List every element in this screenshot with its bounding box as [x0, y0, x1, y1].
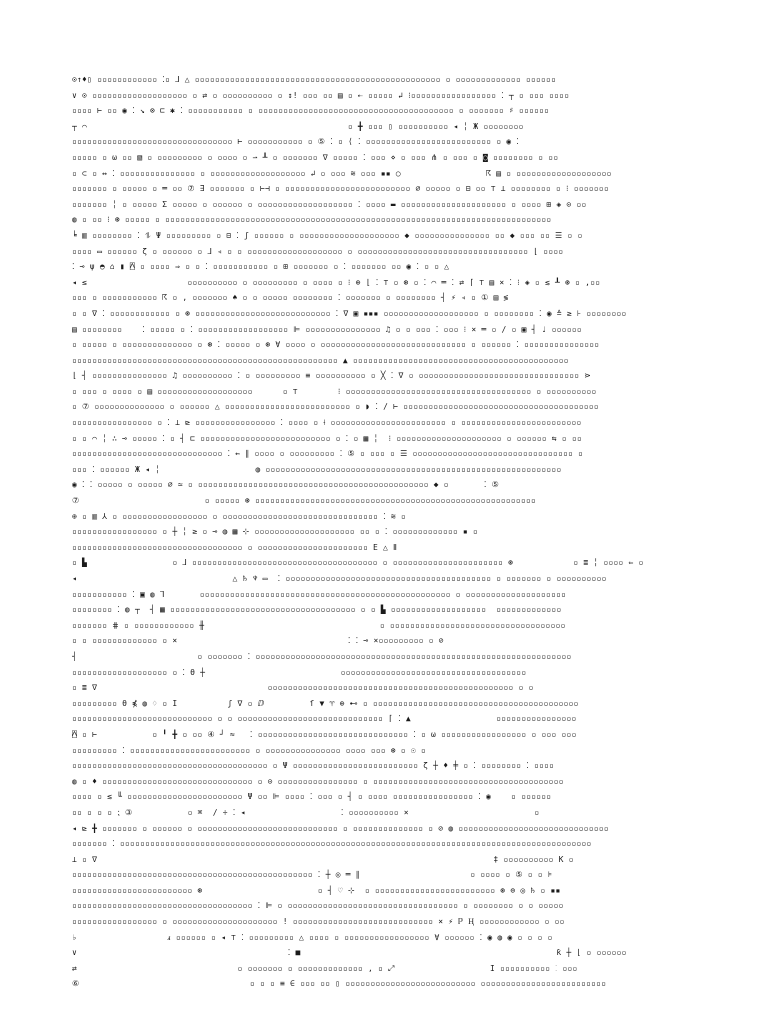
text-line: ▫▫▫▫▫▫▫▫▫▫▫▫▫▫▫▫▫▫▫▫▫▫▫▫▫▫▫▫▫▫▫▫▫▫▫▫▫▫▫ ▫ Ψ ▫▫▫▫▫▫▫▫▫▫▫▫▫▫▫▫▫▫▫▫▫▫▫▫▫ ζ ┼ ♦ ╪ ▫ ⁚ ▫▫▫▫▫▫▫▫ ⁚ ▫▫▫▫ [72, 761, 555, 771]
text-line: ▤ ▫▫▫▫▫▫▫▫ ⁚ ▫▫▫▫▫ ▫ ⁚ ▫▫▫▫▫▫▫▫▫▫▫▫▫▫▫▫▫▫ ⊫ ▫▫▫▫▫▫▫▫▫▫▫▫▫▫▫ ♫ ▫ ▫ ▫▫▫ ⁚ ▫▫▫ ⁝ × ═ ▫ ∕ ▫ ▣ ┤ ♩ ▫▫▫▫▫▫ [72, 324, 582, 334]
text-line: ⍓ ▫ ⊢ ▫ ╹ ╋ ▫ ▫▫ ④ ┘ ≈ ⁚ ▫▫▫▫▫▫▫▫▫▫▫▫▫▫▫▫▫▫▫▫▫▫▫▫▫▫▫▫▫▫ ⁚ ▫ ω ▫▫▫▫▫▫▫▫▫▫▫▫▫▫▫▫▫ ▫ ▫▫▫ ▫▫▫ [72, 729, 577, 739]
text-line: ▫▫▫▫▫ ▫ ω ▫▫ ▧ ▫ ▫▫▫▫▫▫▫▫▫ ▫ ▫▫▫▫ ▫ ⇀ ┸ ▫ ▫▫▫▫▫▫▫ ∇ ▫▫▫▫▫ ⁚ ▫▫▫ ⋄ ▫ ▫▫▫ ⋔ ▫ ▫▫▫ ▫ ◙ ▫▫▫▫▫▫▫▫ ▫ ▫▫ [72, 152, 559, 162]
text-line: ⊥ ▫ ∇ ‡ ▫▫▫▫▫▫▫▫▫▫ K ▫ [72, 854, 574, 864]
text-line: ▫▫▫▫▫▫▫▫▫▫▫▫▫▫▫▫▫▫▫▫▫▫▫▫▫▫▫▫ ▫ ▫ ▫▫▫▫▫▫▫▫▫▫▫▫▫▫▫▫▫▫▫▫▫▫▫▫▫▫▫▫▫ ⌈ ⁚ ▲ ▫▫▫▫▫▫▫▫▫▫▫▫▫▫▫▫ [72, 714, 577, 724]
text-line: ▫▫▫▫▫▫▫ ▫ ▫▫▫▫▫ ▫ ═ ▫▫ ⑦ ∃ ▫▫▫▫▫▫▫ ▫ ⊢⊣ ▫ ▫▫▫▫▫▫▫▫▫▫▫▫▫▫▫▫▫▫▫▫▫▫▫▫▫ ∅ ▫▫▫▫▫ ▫ ⊟ ▫▫ ⊤ ⊥ ▫▫▫▫▫▫▫▫ ▫ ⁝ ▫▫▫▫▫▫▫ [72, 184, 609, 194]
text-line: ▫▫▫▫▫▫▫▫▫ θ ⋠ ◍ ♢ ▫ I ʃ ∇ ▫ ⅅ ſ ▼ ♈ ⊕ ⊷ ▫ ▫▫▫▫▫▫▫▫▫▫▫▫▫▫▫▫▫▫▫▫▫▫▫▫▫▫▫▫▫▫▫▫▫▫▫▫▫▫▫▫▫ [72, 698, 579, 708]
text-line: ◍ ▫ ▫▫ ⁝ ⊛ ▫▫▫▫▫ ▫ ▫▫▫▫▫▫▫▫▫▫▫▫▫▫▫▫▫▫▫▫▫▫▫▫▫▫▫▫▫▫▫▫▫▫▫▫▫▫▫▫▫▫▫▫▫▫▫▫▫▫▫▫▫▫▫▫▫▫▫▫▫▫▫▫▫▫▫▫▫▫▫▫▫▫▫▫▫ [72, 215, 552, 225]
text-line: ▫ ⑦ ▫▫▫▫▫▫▫▫▫▫▫▫▫▫ ▫ ▫▫▫▫▫▫ △ ▫▫▫▫▫▫▫▫▫▫▫▫▫▫▫▫▫▫▫▫▫▫▫▫▫ ▫ ◗ ⁚ ∕ ⊢ ▫▫▫▫▫▫▫▫▫▫▫▫▫▫▫▫▫▫▫▫▫▫▫▫▫▫▫▫▫▫▫▫▫▫▫▫▫▫▫ [72, 402, 599, 412]
text-line: ▫▫▫▫▫▫▫▫▫▫▫▫▫▫▫▫▫▫▫▫▫▫▫▫▫▫▫▫▫▫▫▫▫▫ ▫ ▫▫▫▫▫▫▫▫▫▫▫▫▫▫▫▫▫▫▫▫▫▫ E △ Ⅱ [72, 542, 398, 552]
text-line: ▫▫▫▫ ▭ ▫▫▫▫▫▫ ζ ▫ ▫▫▫▫▫▫ ▫ ⅃ ◃ ▫ ▫ ▫▫▫▫▫▫▫▫▫▫▫▫▫▫▫▫▫▫▫ ▫ ▫▫▫▫▫▫▫▫▫▫▫▫▫▫▫▫▫▫▫▫▫▫▫▫▫▫▫▫▫▫▫▫▫▫ ⌊ ▫▫▫▫ [72, 246, 564, 256]
text-line: ◂ △ ♄ ♆ ▭ ⁚ ▫▫▫▫▫▫▫▫▫▫▫▫▫▫▫▫▫▫▫▫▫▫▫▫▫▫▫▫▫▫▫▫▫▫▫▫▫▫▫▫▫ ▫ ▫▫▫▫▫▫▫ ▫ ▫▫▫▫▫▫▫▫▫▫ [72, 574, 607, 583]
text-line: ◉ ⁚ ⁚ ▫▫▫▫▫ ▫ ▫▫▫▫▫ ∅ ≃ ▫ ▫▫▫▫▫▫▫▫▫▫▫▫▫▫▫▫▫▫▫▫▫▫▫▫▫▫▫▫▫▫▫▫▫▫▫▫▫▫▫▫▫▫▫▫▫▫ ◆ ▫ ⁚ ⑤ [72, 480, 499, 490]
text-line: ▫▫▫▫▫▫▫▫▫▫▫▫▫▫▫▫▫▫▫▫▫▫▫▫▫▫▫▫▫▫▫▫ ⊢ ▫▫▫▫▫▫▫▫▫▫▫ ▫ ⑤ ⁚ ▫ ⟨ ⁚ ▫▫▫▫▫▫▫▫▫▫▫▫▫▫▫▫▫▫▫▫▫▫▫▫▫ ▫ ◉ ⁚ [72, 137, 520, 147]
text-line: ▫▫ ▫ ▫ ▫ ⁏ ③ ▫ ⌘ ∕ ÷ ⁚ ◂ ⁚ ▫▫▫▫▫▫▫▫▫▫ × ▫ [72, 807, 540, 817]
text-line: ◍ ▫ ♦ ▫▫▫▫▫▫▫▫▫▫▫▫▫▫▫▫▫▫▫▫▫▫▫▫▫▫▫▫▫▫ ▫ ⊙ ▫▫▫▫▫▫▫▫▫▫▫▫▫▫▫▫ ▫ ▫▫▫▫▫▫▫▫▫▫▫▫▫▫▫▫▫▫▫▫▫▫▫▫▫▫▫▫▫▫▫▫▫▫▫▫▫▫ [72, 776, 564, 786]
text-line: ▫ ≣ ∇ ▫▫▫▫▫▫▫▫▫▫▫▫▫▫▫▫▫▫▫▫▫▫▫▫▫▫▫▫▫▫▫▫▫▫▫▫▫▫▫▫▫▫▫▫▫▫▫▫▫ ▫ ▫ [72, 683, 534, 693]
text-line: ▫ ▫▫▫ ▫ ▫▫▫▫ ▫ ▤ ▫▫▫▫▫▫▫▫▫▫▫▫▫▫▫▫▫▫▫ ▫ ⊤ ⁝ ▫▫▫▫▫▫▫▫▫▫▫▫▫▫▫▫▫▫▫▫▫▫▫▫▫▫▫▫▫▫▫▫▫▫▫▫▫ ▫ ▫▫▫▫▫▫▫▫▫▫ [72, 386, 597, 396]
text-line: ▫▫▫▫▫▫▫ ⋕ ▫ ▫▫▫▫▫▫▫▫▫▫▫▫ ╫ ▫ ▫▫▫▫▫▫▫▫▫▫▫▫▫▫▫▫▫▫▫▫▫▫▫▫▫▫▫▫▫▫▫▫▫▫▫ [72, 620, 566, 630]
text-line: ▫ ▙ ▫ ⅃ ▫▫▫▫▫▫▫▫▫▫▫▫▫▫▫▫▫▫▫▫▫▫▫▫▫▫▫▫▫▫▫▫▫▫▫▫▫ ▫ ▫▫▫▫▫▫▫▫▫▫▫▫▫▫▫▫▫▫▫▫▫▫ ⊛ ▫ ≣ ╎ ▫▫▫▫ ⇐ ▫ [72, 558, 644, 568]
text-line: ◂ ≤ ▫▫▫▫▫▫▫▫▫▫ ▫ ▫▫▫▫▫▫▫▫▫ ▫ ▫▫▫▫ ▫ ⁝ ⊕ ⌊ ⁚ ⊤ ▫ ⊛ ▫ ⁚ ⌒ ═ ⁚ ⇄ ⌈ ⊤ ▤ × ⁚ ⁝ ◈ ▫ ≲ ┸ ⊛ ▫ ,▫▫ [72, 277, 601, 287]
text-line: ▫▫▫▫ ⊢ ▫▫ ◉ ⁚ ↘ ⊗ ⊏ ✱ ⁚ ▫▫▫▫▫▫▫▫▫▫▫ ▫ ▫▫▫▫▫▫▫▫▫▫▫▫▫▫▫▫▫▫▫▫▫▫▫▫▫▫▫▫▫▫▫▫▫▫▫▫▫▫▫ ▫ ▫▫▫▫▫▫▫ ♯ ▫▫▫▫▫▫ [72, 106, 550, 116]
text-line: ▫▫▫▫▫▫▫▫▫▫▫▫▫▫▫▫▫▫▫▫▫▫▫▫▫▫▫▫▫▫▫▫▫▫▫▫▫▫▫▫▫▫▫▫▫▫▫▫ ⁚ ┼ ◎ ═ ∥ ▫ ▫▫▫▫ ▫ ⑤ ▫ ▫ ⊧ [72, 870, 553, 880]
text-line: ⑦ ▫ ▫▫▫▫▫ ⊛ ▫▫▫▫▫▫▫▫▫▫▫▫▫▫▫▫▫▫▫▫▫▫▫▫▫▫▫▫▫▫▫▫▫▫▫▫▫▫▫▫▫▫▫▫▫▫▫▫▫▫▫▫▫▫▫▫ [72, 496, 536, 506]
text-line: ▫▫▫▫▫▫▫▫▫▫▫▫▫▫▫▫▫ ▫ ┼ ╎ ≥ ▫ ⊸ ◍ ▦ ⊹ ▫▫▫▫▫▫▫▫▫▫▫▫▫▫▫▫▫▫▫▫ ▫▫ ▫ ⁚ ▫▫▫▫▫▫▫▫▫▫▫▫▫ ▪ ▫ [72, 527, 478, 537]
text-line: ⑥ ▫ ▫ ▫ ≡ ∈ ▫▫▫ ▫▫ ▯ ▫▫▫▫▫▫▫▫▫▫▫▫▫▫▫▫▫▫▫▫▫▫▫▫▫▫ ▫▫▫▫▫▫▫▫▫▫▫▫▫▫▫▫▫▫▫▫▫▫▫▫▫ [72, 979, 607, 989]
text-line: ⇄ ▫ ▫▫▫▫▫▫▫ ▫ ▫▫▫▫▫▫▫▫▫▫▫▫▫ ‚ ▫ ⤢ I ▫▫▫▫▫▫▫▫▫▫ ⁚ ▫▫▫ [72, 963, 578, 973]
text-line: ▫▫▫▫▫▫▫▫▫▫▫▫▫▫▫▫▫▫▫▫▫▫▫▫ ⊛ ▫ ┤ ♡ ⊹ ▫ ▫▫▫▫▫▫▫▫▫▫▫▫▫▫▫▫▫▫▫▫▫▫▫▫ ⊛ ⊜ ◎ ♄ ▫ ▪▪ [72, 885, 561, 895]
text-line: ▫▫▫▫▫▫▫ ╎ ▫ ▫▫▫▫▫ Σ ▫▫▫▫▫ ▫ ▫▫▫▫▫▫ ▫ ▫▫▫▫▫▫▫▫▫▫▫▫▫▫▫▫▫▫▫ ⁚ ▫▫▫▫ ▬ ▫▫▫▫▫▫▫▫▫▫▫▫▫▫▫▫▫▫▫▫▫ ▫ ▫▫▫▫ ⊞ ◈ ⊙ ▫▫ [72, 199, 587, 209]
text-line: ♭ ⅎ ▫▫▫▫▫▫ ▫ ◂ ⊤ ⁚ ▫▫▫▫▫▫▫▫▫ △ ▫▫▫▫ ▫ ▫▫▫▫▫▫▫▫▫▫▫▫▫▫▫▫▫ ∀ ▫▫▫▫▫▫ ⁚ ◉ ◍ ◉ ▫ ▫ ▫ ▫ [72, 932, 553, 942]
text-line: ┬ ⌒ ▫ ╋ ▫▫▫ ▯ ▫▫▫▫▫▫▫▫▫▫ ◂ ╎ Ж ▫▫▫▫▫▫▫▫ [72, 121, 524, 131]
text-line: ▫▫▫ ▫ ▫▫▫▫▫▫▫▫▫▫▫ ☈ ▫ ‚ ▫▫▫▫▫▫▫ ♠ ▫ ▫ ▫▫▫▫▫ ▫▫▫▫▫▫▫▫ ⁚ ▫▫▫▫▫▫▫ ▫ ▫▫▫▫▫▫▫▫ ┤ ⚡ ◃ ▫ ① ▤ ≶ [72, 293, 509, 303]
text-line: ▫▫▫ ⁚ ▫▫▫▫▫▫ Ж ◂ ╎ ◍ ▫▫▫▫▫▫▫▫▫▫▫▫▫▫▫▫▫▫▫▫▫▫▫▫▫▫▫▫▫▫▫▫▫▫▫▫▫▫▫▫▫▫▫▫▫▫▫▫▫▫▫▫▫▫▫▫▫▫▫ [72, 464, 562, 474]
text-line: ▫ ⊂ ▫ ↔ ⁚ ▫▫▫▫▫▫▫▫▫▫▫▫▫▫▫ ▫ ▫▫▫▫▫▫▫▫▫▫▫▫▫▫▫▫▫▫▫ ↲ ▫ ▫▫▫ ≋ ▫▫▫ ▪▪ ○ ☈ ▤ ▫ ▫▫▫▫▫▫▫▫▫▫▫▫▫▫▫▫▫▫▫ [72, 168, 612, 178]
text-line: ▫▫▫▫▫▫▫▫▫▫▫ ⁚ ▣ ◍ ⅂ ▫▫▫▫▫▫▫▫▫▫▫▫▫▫▫▫▫▫▫▫▫▫▫▫▫▫▫▫▫▫▫▫▫▫▫▫▫▫▫▫▫▫▫▫▫▫▫▫▫▫ ▫ ▫▫▫▫▫▫▫▫▫▫▫▫▫▫▫▫▫▫▫▫ [72, 589, 566, 599]
text-line: ▫ ▫ ▫▫▫▫▫▫▫▫▫▫▫▫▫ ▫ × ⁚ ⁚ ⊸ ×▫▫▫▫▫▫▫▫▫ ▫ ⊘ [72, 636, 444, 646]
text-line: ▫▫▫▫▫▫▫▫ ⁚ ◍ ┬ ┤ ▦ ▫▫▫▫▫▫▫▫▫▫▫▫▫▫▫▫▫▫▫▫▫▫▫▫▫▫▫▫▫▫▫▫▫▫▫▫▫ ▫ ▫ ▙ ▫▫▫▫▫▫▫▫▫▫▫▫▫▫▫▫▫▫▫ ▫▫▫▫▫▫▫▫▫▫▫▫▫ [72, 605, 562, 615]
text-line: ▫▫▫▫▫▫▫▫▫▫▫▫▫▫▫▫▫▫▫▫▫▫▫▫▫▫▫▫▫▫▫▫▫▫▫▫▫▫▫▫▫▫▫▫▫▫▫▫▫▫▫▫▫ ▲ ▫▫▫▫▫▫▫▫▫▫▫▫▫▫▫▫▫▫▫▫▫▫▫▫▫▫▫▫▫▫▫▫▫▫▫▫▫▫▫▫▫▫▫ [72, 355, 569, 365]
text-line: ∨ ⁚ ■ ƙ ┼ ⌊ ▫ ▫▫▫▫▫▫ [72, 948, 627, 958]
text-line: ▫ ▫ ∇ ⁚ ▫▫▫▫▫▫▫▫▫▫▫▫ ▫ ⊛ ▫▫▫▫▫▫▫▫▫▫▫▫▫▫▫▫▫▫▫▫▫▫▫▫▫▫▫ ⁚ ∇ ▣ ▪▪▪ ▫▫▫▫▫▫▫▫▫▫▫▫▫▫▫▫▫▫▫ ▫ ▫▫▫▫▫▫▫▫ ⁚ ◉ ≙ ≥ ⊦ ▫▫▫▫▫▫▫▫ [72, 308, 627, 318]
text-line: ▫ ▫▫▫▫▫ ▫ ▫▫▫▫▫▫▫▫▫▫▫▫▫▫ ▫ ⊛ ⁚ ▫▫▫▫▫ ▫ ⊛ ∀ ▫▫▫▫ ▫ ▫▫▫▫▫▫▫▫▫▫▫▫▫▫▫▫▫▫▫▫▫▫▫▫▫▫▫▫▫ ▫ ▫▫▫▫▫▫ ⁚ ▫▫▫▫▫▫▫▫▫▫▫▫▫▫▫ [72, 340, 600, 350]
text-line: ⁚ ⊸ ψ ◓ ⌂ ▮ ⍓ ▫ ▫▫▫▫ ⇒ ▫ ▫ ⁚ ▫▫▫▫▫▫▫▫▫▫▫ ▫ ⊞ ▫▫▫▫▫▫▫ ▫ ⁚ ▫▫▫▫▫▫▫ ▫▫ ◉ ⁚ ▫ ▫ △ [72, 262, 450, 272]
text-line: ▫▫▫▫▫▫▫▫▫▫▫▫▫▫▫▫▫▫▫ ▫ ⁚ θ ┼ ▫▫▫▫▫▫▫▫▫▫▫▫▫▫▫▫▫▫▫▫▫▫▫▫▫▫▫▫▫▫▫▫▫▫▫▫▫ [72, 667, 527, 677]
text-line: ▫▫▫▫▫▫▫▫▫▫▫▫▫▫▫▫ ▫ ⁚ ⊥ ⊵ ▫▫▫▫▫▫▫▫▫▫▫▫▫▫▫▫ ⁚ ▫▫▫▫ ▫ ⟊ ▫▫▫▫▫▫▫▫▫▫▫▫▫▫▫▫▫▫▫▫▫▫▫ ▫ ▫▫▫▫▫▫▫▫▫▫▫▫▫▫▫▫▫▫▫▫▫▫▫▫ [72, 418, 582, 428]
text-line: ▫▫▫▫▫▫▫▫▫▫▫▫▫▫▫▫▫▫▫▫▫▫▫▫▫▫▫▫▫▫ ⁚ ⇜ ∥ ▫▫▫▫ ▫ ▫▫▫▫▫▫▫▫▫ ⁚ ⑤ ▫ ▫▫▫ ▫ ☰ ▫▫▫▫▫▫▫▫▫▫▫▫▫▫▫▫▫▫▫▫▫▫▫▫▫▫▫▫▫▫▫▫ ▫ [72, 449, 584, 459]
text-line: ▫▫▫▫▫▫▫▫▫ ⁚ ▫▫▫▫▫▫▫▫▫▫▫▫▫▫▫▫▫▫▫▫▫▫▫▫ ▫ ▫▫▫▫▫▫▫▫▫▫▫▫▫▫▫ ▫▫▫▫ ▫▫▫ ⊛ ▫ ☉ ▫ [72, 745, 426, 755]
text-line: ⊕ ▫ ▥ ⅄ ▫ ▫▫▫▫▫▫▫▫▫▫▫▫▫▫▫▫▫ ▫ ▫▫▫▫▫▫▫▫▫▫▫▫▫▫▫▫▫▫▫▫▫▫▫▫▫▫▫▫▫▫▫ ⁚ ≋ ▫ [72, 511, 406, 521]
text-line: ∨ ⊙ ▫▫▫▫▫▫▫▫▫▫▫▫▫▫▫▫▫▫▫ ▫ ⇄ ▫ ▫▫▫▫▫▫▫▫▫▫ ▫ ↕! ▫▫▫ ▫▫ ▤ ▫ ⇠ ▫▫▫▫▫ ↲ ⁝▫▫▫▫▫▫▫▫▫▫▫▫▫▫▫▫▫ ⁚ ┬ ▫ ▫▫▫ ▫▫▫▫ [72, 90, 570, 100]
text-line: ▫▫▫▫▫▫▫▫▫▫▫▫▫▫▫▫▫▫▫▫▫▫▫▫▫▫▫▫▫▫▫▫▫▫▫▫ ⁚ ⊫ ▫ ▫▫▫▫▫▫▫▫▫▫▫▫▫▫▫▫▫▫▫▫▫▫▫▫▫▫▫▫▫▫▫▫▫▫ ▫ ▫▫▫▫▫▫▫▫ ▫ ▫ ▫▫▫▫▫ [72, 901, 564, 911]
text-line: ┤ ▫ ▫▫▫▫▫▫▫ ⁚ ▫▫▫▫▫▫▫▫▫▫▫▫▫▫▫▫▫▫▫▫▫▫▫▫▫▫▫▫▫▫▫▫▫▫▫▫▫▫▫▫▫▫▫▫▫▫▫▫▫▫▫▫▫▫▫▫▫▫▫▫▫▫▫ [72, 651, 572, 661]
text-line: ▫▫▫▫▫▫▫▫▫▫▫▫▫▫▫▫▫ ▫ ▫▫▫▫▫▫▫▫▫▫▫▫▫▫▫▫▫▫▫▫▫ ! ▫▫▫▫▫▫▫▫▫▫▫▫▫▫▫▫▫▫▫▫▫▫▫▫▫▫▫▫ × ⚡ ℙ Ⱨ ▫▫▫▫▫▫▫▫▫▫▫▫ ▫ ▫▫ [72, 917, 565, 927]
text-line: ⌊ ┤ ▫▫▫▫▫▫▫▫▫▫▫▫▫▫▫ ♫ ▫▫▫▫▫▫▫▫▫▫ ⁚ ▫ ▫▫▫▫▫▫▫▫▫ ≡ ▫▫▫▫▫▫▫▫▫▫ ▫ ╳ ⁚ ∇ ▫ ▫▫▫▫▫▫▫▫▫▫▫▫▫▫▫▫▫▫▫▫▫▫▫▫▫▫▫▫▫▫▫▫ ⋗ [72, 371, 592, 381]
text-line: ▫▫▫▫▫▫▫ ⁚ ▫▫▫▫▫▫▫▫▫▫▫▫▫▫▫▫▫▫▫▫▫▫▫▫▫▫▫▫▫▫▫▫▫▫▫▫▫▫▫▫▫▫▫▫▫▫▫▫▫▫▫▫▫▫▫▫▫▫▫▫▫▫▫▫▫▫▫▫▫▫▫▫▫▫▫▫▫▫▫▫▫▫▫▫▫▫▫▫▫▫▫▫▫▫ [72, 839, 592, 849]
text-line: ╘ ▥ ▫▫▫▫▫▫▫▫ ⁚ ⥮ Ψ ▫▫▫▫▫▫▫▫▫ ▫ ⊟ ⁚ ʃ ▫▫▫▫▫▫ ▫ ▫▫▫▫▫▫▫▫▫▫▫▫▫▫▫▫▫▫▫▫ ◆ ▫▫▫▫▫▫▫▫▫▫▫▫▫▫▫ ▫▫ ◆ ▫▫▫ ▫▫ ☰ ▫ ▫ [72, 230, 583, 240]
text-line: ◂ ⊵ ╋ ▫▫▫▫▫▫▫ ▫ ▫▫▫▫▫▫ ▫ ▫▫▫▫▫▫▫▫▫▫▫▫▫▫▫▫▫▫▫▫▫▫▫▫▫▫▫▫ ▫ ▫▫▫▫▫▫▫▫▫▫▫▫▫▫ ▫ ⊘ ◍ ▫▫▫▫▫▫▫▫▫▫▫▫▫▫▫▫▫▫▫▫▫▫▫▫▫▫▫▫▫▫ [72, 823, 609, 833]
text-line: ▫ ▫ ⌒ ╎ ∴ ⊸ ▫▫▫▫▫ ⁚ ▫ ┤ ⊏ ▫▫▫▫▫▫▫▫▫▫▫▫▫▫▫▫▫▫▫▫▫▫▫▫▫▫ ▫ ⁚ ▫ ▦ ╎ ⁝ ▫▫▫▫▫▫▫▫▫▫▫▫▫▫▫▫▫▫▫▫▫ ▫ ▫▫▫▫▫▫ ⇆ ▫ ▫▫ [72, 433, 582, 443]
text-line: ⊙↑♦▯ ▫▫▫▫▫▫▫▫▫▫▫▫ ⁚▫ ⅃ △ ▫▫▫▫▫▫▫▫▫▫▫▫▫▫▫▫▫▫▫▫▫▫▫▫▫▫▫▫▫▫▫▫▫▫▫▫▫▫▫▫▫▫▫▫▫▫▫▫▫ ▫ ▫▫▫▫▫▫▫▫▫▫▫▫▫ ▫▫▫▫▫▫ [72, 75, 556, 84]
text-line: ▫▫▫▫ ▫ ≲ ╙ ▫▫▫▫▫▫▫▫▫▫▫▫▫▫▫▫▫▫▫▫▫▫▫ Ψ ▫▫ ⊫ ▫▫▫▫ ⁚ ▫▫▫ ▫ ┤ ▫ ▫▫▫▫ ▫▫▫▫▫▫▫▫▫▫▫▫▫▫▫▫ ⁚ ◉ ▫ ▫▫▫▫▫▫ [72, 792, 552, 802]
